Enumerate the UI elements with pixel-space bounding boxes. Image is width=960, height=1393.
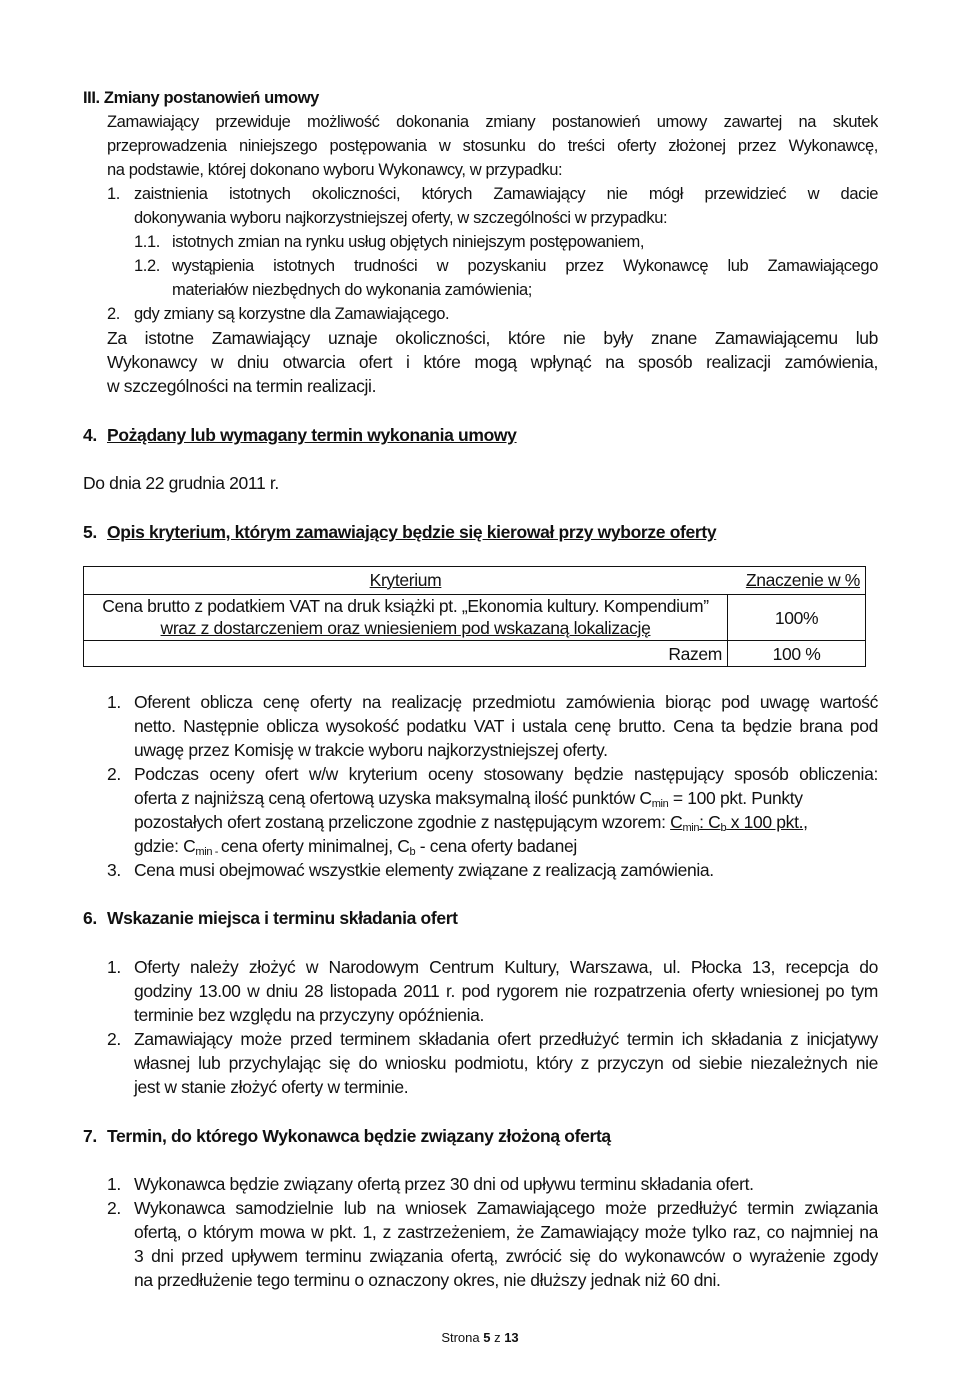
list-item-text: gdy zmiany są korzystne dla Zamawiającego. (134, 305, 450, 323)
list-item-text: ofertą, o którym mowa w pkt. 1, z zastrzeżeniem, że Zamawiający może tylko raz, co najmniej na (134, 1222, 878, 1242)
table-total-label: Razem (668, 644, 722, 664)
list-item-text: własnej lub przychylając się do wniosku podmiotu, który z przyczyn od siebie niezależnych nie (134, 1053, 878, 1073)
section-7-number: 7. (83, 1126, 97, 1146)
list-number: 2. (107, 764, 121, 784)
section-5-number: 5. (83, 522, 97, 542)
list-item-text: jest w stanie złożyć oferty w terminie. (134, 1077, 409, 1097)
section-3-heading: III. Zmiany postanowień umowy (83, 89, 319, 107)
page-footer (0, 1330, 960, 1345)
list-item-text: Oferent oblicza cenę oferty na realizację przedmiotu zamówienia biorąc pod uwagę wartość (134, 692, 878, 712)
table-total-value: 100 % (772, 644, 821, 664)
footer-label: Strona (441, 1330, 484, 1345)
table-border (83, 666, 866, 667)
paragraph-line: Za istotne Zamawiający uznaje okoliczności, które nie były znane Zamawiającemu lub (107, 328, 878, 348)
list-number: 1. (107, 185, 120, 203)
list-number: 2. (107, 1198, 121, 1218)
section-4-heading: Pożądany lub wymagany termin wykonania umowy (107, 425, 517, 445)
list-number: 2. (107, 1029, 121, 1049)
section-4-text: Do dnia 22 grudnia 2011 r. (83, 473, 279, 493)
list-item-text: terminie bez względu na przyczyny opóźnienia. (134, 1005, 484, 1025)
list-item-text: wystąpienia istotnych trudności w pozyskaniu przez Wykonawcę lub Zamawiającego (172, 257, 878, 275)
section-7-heading: Termin, do którego Wykonawca będzie związany złożoną ofertą (107, 1126, 611, 1146)
list-number: 1.2. (134, 257, 160, 275)
subscript: min - (195, 846, 221, 858)
subscript: b (409, 846, 416, 858)
paragraph-line: w szczególności na termin realizacji. (107, 376, 377, 396)
list-number: 1. (107, 957, 121, 977)
list-number: 3. (107, 860, 121, 880)
list-item-text: Wykonawca samodzielnie lub na wniosek Zamawiającego może przedłużyć termin związania (134, 1198, 878, 1218)
section-3-intro-line: Zamawiający przewiduje możliwość dokonania zmiany postanowień umowy zawartej na skutek (107, 113, 878, 131)
list-item-text: istotnych zmian na rynku usług objętych niniejszym postępowaniem, (172, 233, 644, 251)
section-3-intro-line: przeprowadzenia niniejszego postępowania w stosunku do treści oferty złożonej przez Wykonawcę, (107, 137, 878, 155)
formula-text: = 100 pkt. Punkty (668, 788, 803, 808)
table-cell-weight: 100% (774, 608, 819, 628)
list-number: 1. (107, 1174, 121, 1194)
list-item-text: netto. Następnie oblicza wysokość podatku VAT i ustala cenę brutto. Cena ta będzie brana pod (134, 716, 878, 736)
formula-text: oferta z najniższą ceną ofertową uzyska maksymalną ilość punktów C (134, 788, 652, 808)
formula-line (134, 786, 803, 813)
list-item-text: na przedłużenie tego terminu o oznaczony okres, nie dłuższy jednak niż 60 dni. (134, 1270, 721, 1290)
table-header-weight: Znaczenie w % (745, 570, 860, 590)
list-item-text: 3 dni przed upływem terminu związania ofertą, zwrócić się do wykonawców o wyrażenie zgody (134, 1246, 878, 1266)
table-border (865, 566, 866, 666)
list-item-text: godziny 13.00 w dniu 28 listopada 2011 r. pod rygorem nie rozpatrzenia oferty wniesionej po tym (134, 981, 878, 1001)
list-item-text: Oferty należy złożyć w Narodowym Centrum Kultury, Warszawa, ul. Płocka 13, recepcja do (134, 957, 878, 977)
formula-expression (670, 812, 803, 832)
paragraph-line: Wykonawcy w dniu otwarcia ofert i które mogą wpłynąć na sposób realizacji zamówienia, (107, 352, 878, 372)
list-number: 1.1. (134, 233, 160, 251)
list-number: 1. (107, 692, 121, 712)
section-5-heading: Opis kryterium, którym zamawiający będzie się kierował przy wyborze oferty (107, 522, 717, 542)
formula-text: gdzie: C (134, 836, 196, 856)
subscript: min (651, 798, 669, 810)
table-header-criterion: Kryterium (369, 570, 442, 590)
footer-page-number: 5 (483, 1330, 491, 1345)
formula-symbol: C (670, 812, 683, 832)
formula-line (134, 810, 808, 837)
formula-line (134, 834, 577, 861)
table-border (83, 566, 866, 567)
list-item-text: Cena musi obejmować wszystkie elementy związane z realizacją zamówienia. (134, 860, 714, 880)
footer-page-total: 13 (504, 1330, 519, 1345)
formula-text: , (803, 812, 808, 832)
table-border (83, 640, 866, 641)
list-item-text: uwagę przez Komisję w trakcie wyboru najkorzystniejszej oferty. (134, 740, 608, 760)
list-item-text: zaistnienia istotnych okoliczności, których Zamawiający nie mógł przewidzieć w dacie (134, 185, 878, 203)
list-item-text: Wykonawca będzie związany ofertą przez 30 dni od upływu terminu składania ofert. (134, 1174, 754, 1194)
subscript: b (720, 822, 727, 834)
section-3-intro-line: na podstawie, której dokonano wyboru Wykonawcy, w przypadku: (107, 161, 563, 179)
list-item-text: Zamawiający może przed terminem składania ofert przedłużyć termin ich składania z inicjatywy (134, 1029, 878, 1049)
formula-text: pozostałych ofert zostaną przeliczone zgodnie z następującym wzorem: (134, 812, 671, 832)
formula-text: - cena oferty badanej (415, 836, 577, 856)
table-cell-criterion: Cena brutto z podatkiem VAT na druk książki pt. „Ekonomia kultury. Kompendium” (102, 596, 709, 616)
section-4-number: 4. (83, 425, 97, 445)
list-item-text: dokonywania wyboru najkorzystniejszej oferty, w szczególności w przypadku: (134, 209, 668, 227)
formula-text: x 100 pkt. (726, 812, 804, 832)
subscript: min (682, 822, 700, 834)
section-6-heading: Wskazanie miejsca i terminu składania ofert (107, 908, 458, 928)
list-item-text: materiałów niezbędnych do wykonania zamówienia; (172, 281, 532, 299)
formula-text: cena oferty minimalnej, C (220, 836, 410, 856)
list-number: 2. (107, 305, 120, 323)
list-item-text: Podczas oceny ofert w/w kryterium oceny stosowany będzie następujący sposób obliczenia: (134, 764, 878, 784)
section-6-number: 6. (83, 908, 97, 928)
footer-label: z (490, 1330, 505, 1345)
formula-symbol: : C (699, 812, 721, 832)
table-cell-criterion: wraz z dostarczeniem oraz wniesieniem pod wskazaną lokalizację (160, 618, 651, 638)
